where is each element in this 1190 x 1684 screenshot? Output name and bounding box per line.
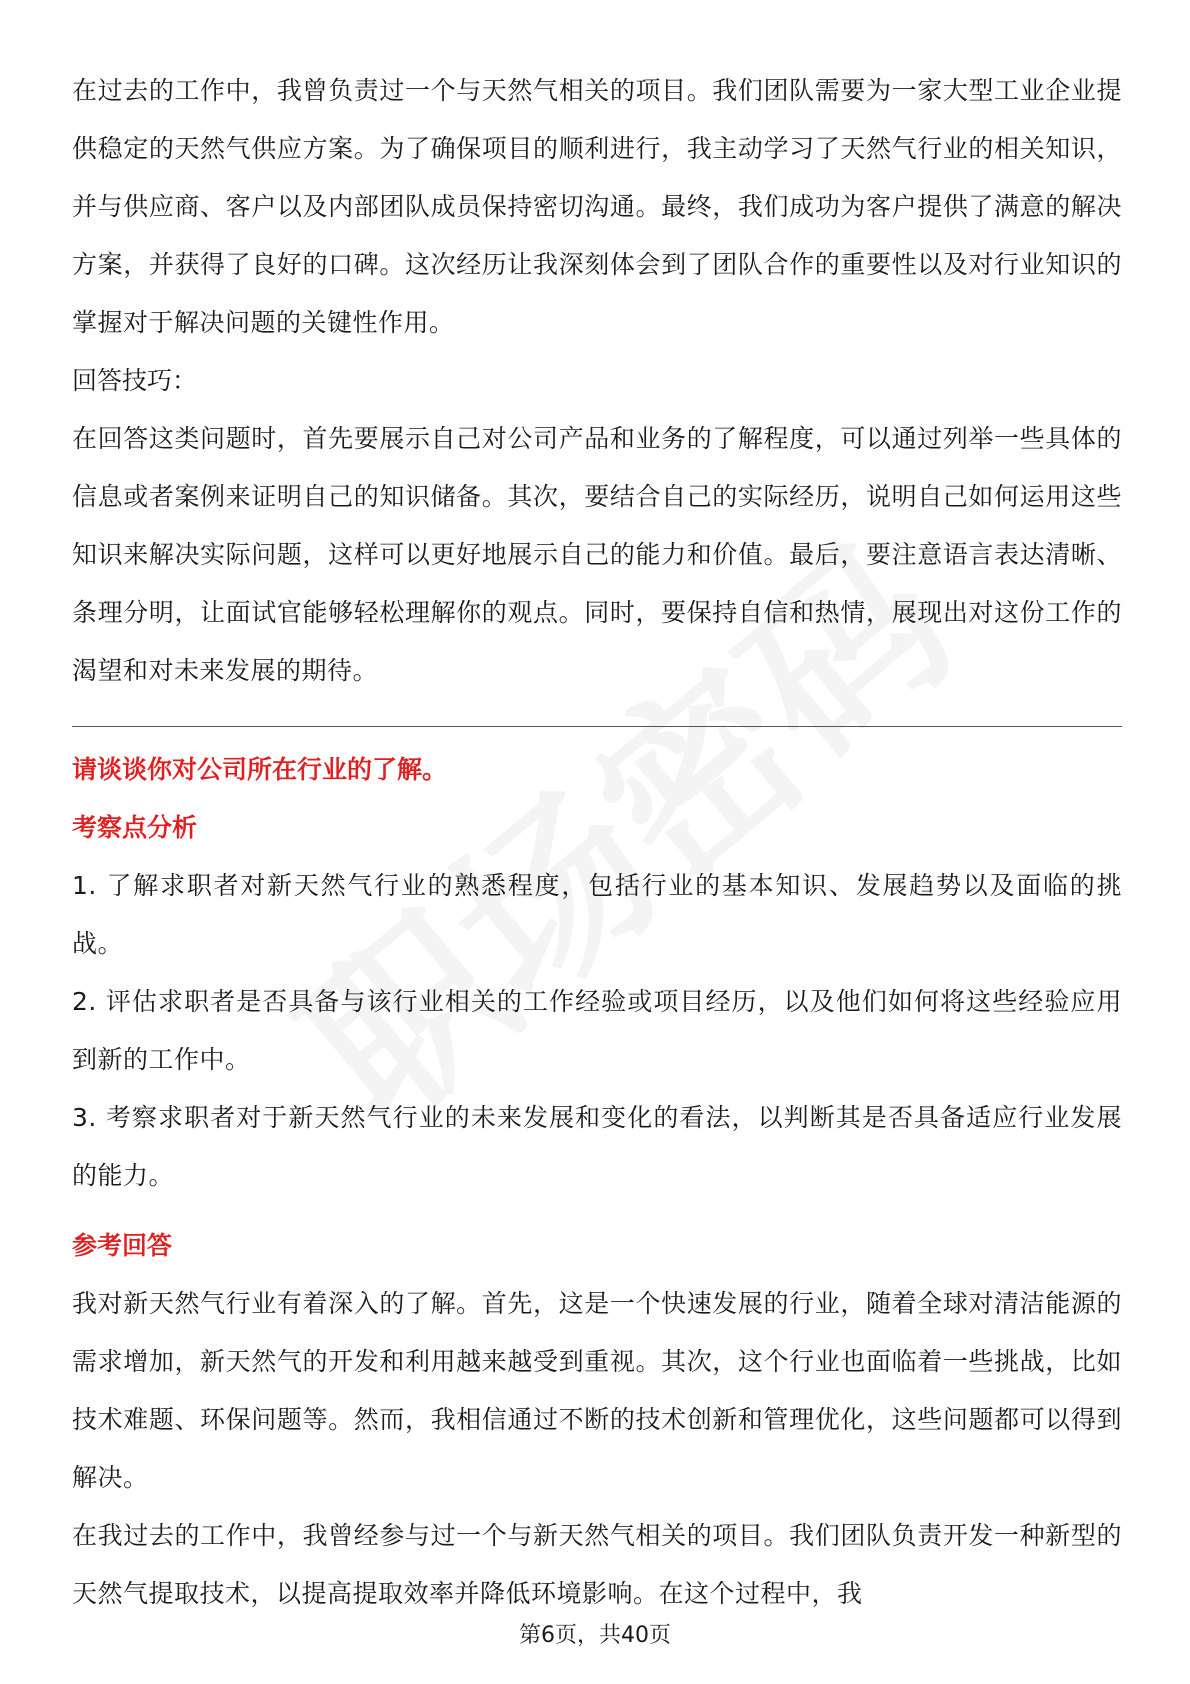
reference-paragraph: 我对新天然气行业有着深入的了解。首先，这是一个快速发展的行业，随着全球对清洁能源的需求增加，新天然气的开发和利用越来越受到重视。其次，这个行业也面临着一些挑战，比如技术难题、环保问题等。然而，我相信通过不断的技术创新和管理优化，这些问题都可以得到解决。 <box>72 1289 1122 1492</box>
question-title: 请谈谈你对公司所在行业的了解。 <box>72 755 448 784</box>
tips-label: 回答技巧： <box>72 366 198 395</box>
intro-paragraph: 在过去的工作中，我曾负责过一个与天然气相关的项目。我们团队需要为一家大型工业企业提供稳定的天然气供应方案。为了确保项目的顺利进行，我主动学习了天然气行业的相关知识，并与供应商、客户以及内部团队成员保持密切沟通。最终，我们成功为客户提供了满意的解决方案，并获得了良好的口碑。这次经历让我深刻体会到了团队合作的重要性以及对行业知识的掌握对于解决问题的关键性作用。 <box>72 76 1122 337</box>
reference-heading: 参考回答 <box>72 1231 173 1260</box>
document-body <box>72 62 1122 1623</box>
analysis-item: 3. 考察求职者对于新天然气行业的未来发展和变化的看法，以判断其是否具备适应行业发展的能力。 <box>72 1103 1122 1190</box>
analysis-heading: 考察点分析 <box>72 813 198 842</box>
tips-paragraph: 在回答这类问题时，首先要展示自己对公司产品和业务的了解程度，可以通过列举一些具体的信息或者案例来证明自己的知识储备。其次，要结合自己的实际经历，说明自己如何运用这些知识来解决实际问题，这样可以更好地展示自己的能力和价值。最后，要注意语言表达清晰、条理分明，让面试官能够轻松理解你的观点。同时，要保持自信和热情，展现出对这份工作的渴望和对未来发展的期待。 <box>72 424 1122 685</box>
analysis-item: 2. 评估求职者是否具备与该行业相关的工作经验或项目经历，以及他们如何将这些经验应用到新的工作中。 <box>72 987 1122 1074</box>
page-number: 第6页，共40页 <box>519 1623 671 1648</box>
analysis-item: 1. 了解求职者对新天然气行业的熟悉程度，包括行业的基本知识、发展趋势以及面临的挑战。 <box>72 871 1122 958</box>
reference-paragraph: 在我过去的工作中，我曾经参与过一个与新天然气相关的项目。我们团队负责开发一种新型的天然气提取技术，以提高提取效率并降低环境影响。在这个过程中，我 <box>72 1521 1122 1608</box>
section-divider <box>72 726 1122 727</box>
